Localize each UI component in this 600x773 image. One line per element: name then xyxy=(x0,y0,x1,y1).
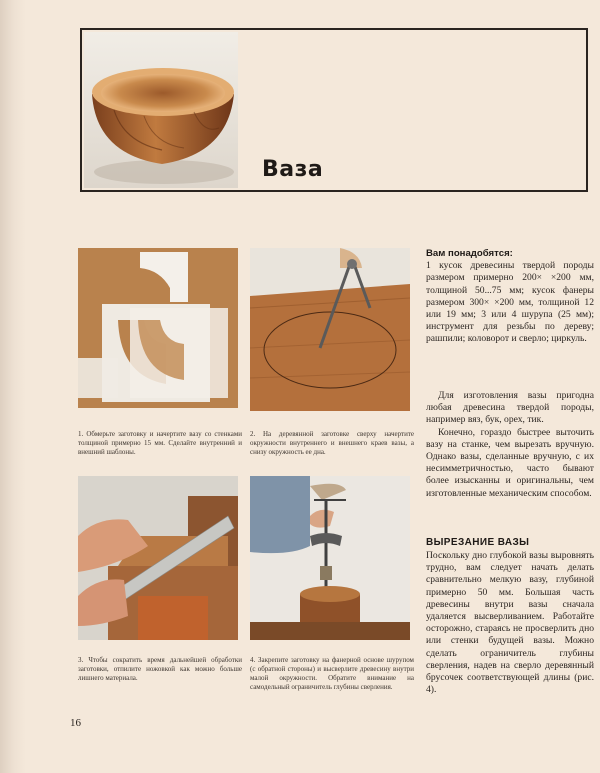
step-1-caption: 1. Обмерьте заготовку и начертите вазу со стенками толщиной примерно 15 мм. Сделайте внутренний и внешний шаблоны. xyxy=(78,430,242,456)
step-4-photo xyxy=(250,476,410,640)
materials-heading: Вам понадобятся: xyxy=(426,248,513,259)
step-3-photo xyxy=(78,476,238,640)
materials-list: 1 кусок древесины твердой породы размером примерно 200× ×200 мм, толщиной 50...75 мм; кусок фанеры размером 300× ×200 мм, толщиной 12 или 19 мм; 3 или 4 шурупа (25 мм); инструмент для резьбы по дереву; рашпили; коловорот и сверло; циркуль. xyxy=(426,260,594,345)
step-2-caption: 2. На деревянной заготовке сверху начертите окружности внутреннего и внешнего краев вазы, а снизу окружность ее дна. xyxy=(250,430,414,456)
step-1-photo xyxy=(78,248,238,408)
step-4-caption: 4. Закрепите заготовку на фанерной основе шурупом (с обратной стороны) и высверлите древесину внутри малой окружности. Обратите внимание на самодельный ограничитель глубины сверления. xyxy=(250,656,414,691)
section-paragraph: Поскольку дно глубокой вазы выровнять трудно, вам следует начать делать сравнительно мелкую вазу, глубиной примерно 50 мм. Большая часть древесины внутри вазы сначала удаляется высверливанием. Работайте осторожно, стараясь не просверлить дно или стенки будущей вазы. Можно сделать ограничитель глубины сверления, надев на сверло деревянный брусочек соответствующей длины (рис. 4). xyxy=(426,550,594,696)
section-text xyxy=(426,550,594,696)
text-column xyxy=(426,248,594,696)
bowl-photo xyxy=(84,32,238,188)
intro-block xyxy=(426,390,594,500)
step-2-photo xyxy=(250,248,410,411)
page-number: 16 xyxy=(70,717,81,729)
step-3-caption: 3. Чтобы сократить время дальнейшей обработки заготовки, отпилите ножовкой как можно больше лишнего материала. xyxy=(78,656,242,682)
section-heading: ВЫРЕЗАНИЕ ВАЗЫ xyxy=(426,537,530,548)
intro-paragraph: Конечно, гораздо быстрее выточить вазу на станке, чем вырезать вручную. Однако вазы, сделанные вручную, с их несимметричностью, часто бывают более изысканны и оригинальны, чем изготовленные механическим способом. xyxy=(426,426,594,499)
intro-paragraph: Для изготовления вазы пригодна любая древесина твердой породы, например вяз, бук, орех, тик. xyxy=(426,390,594,426)
page-title: Ваза xyxy=(262,157,324,182)
